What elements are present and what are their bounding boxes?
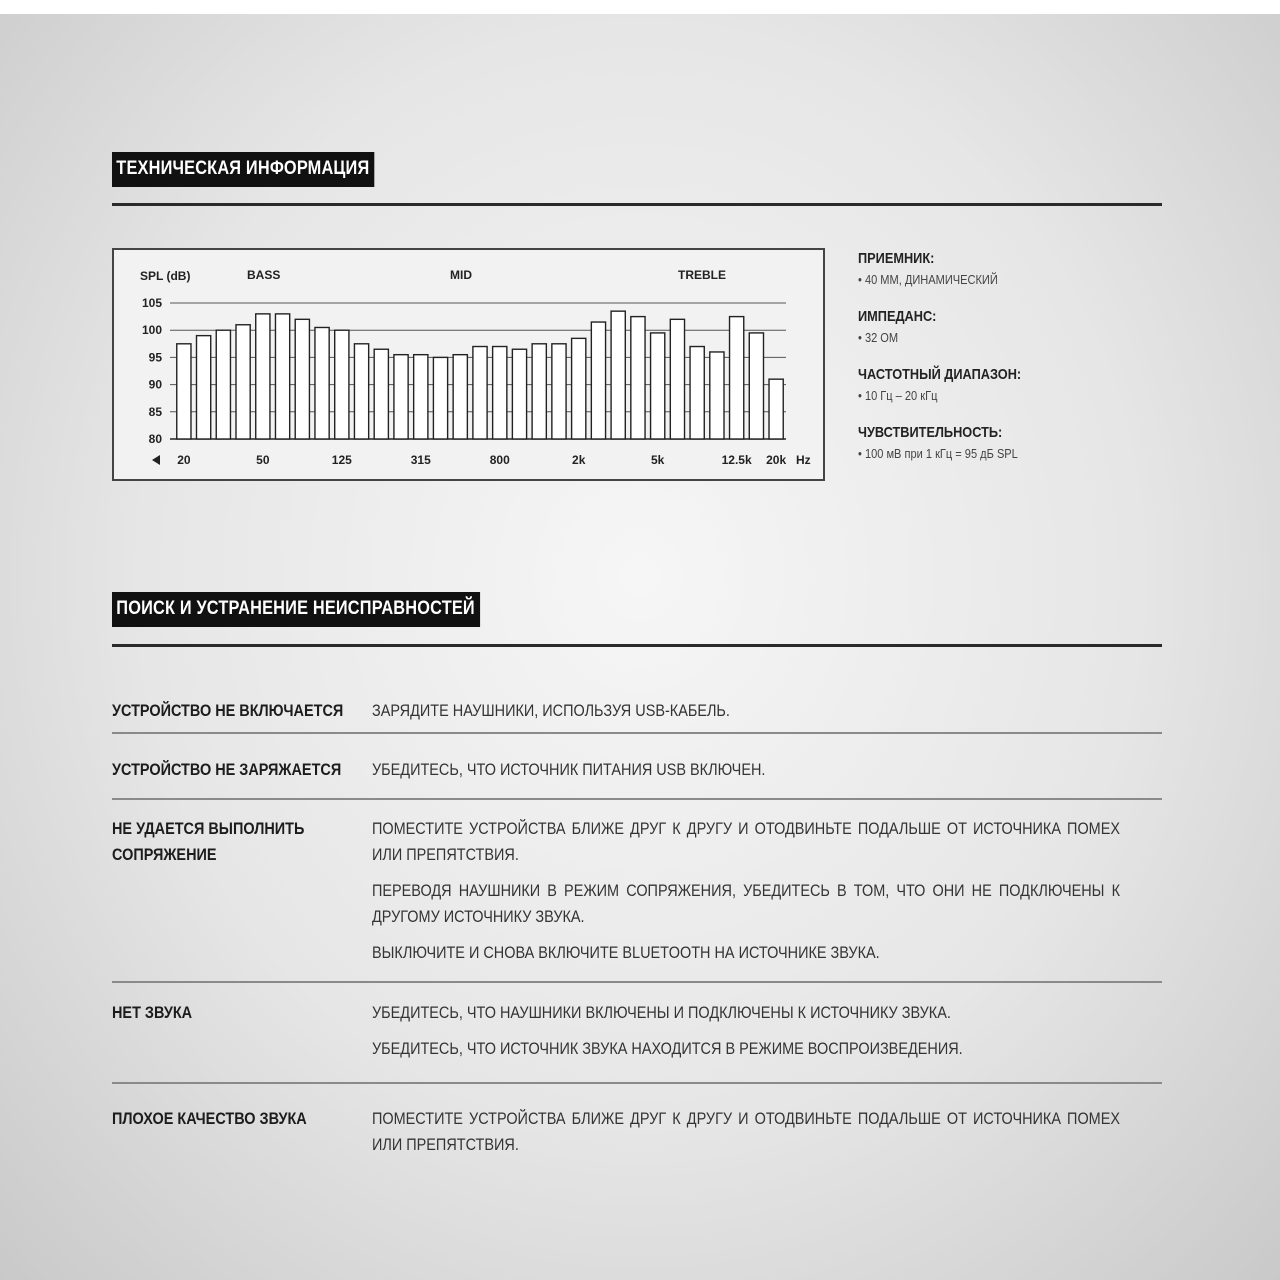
row-divider: [112, 798, 1162, 800]
bar: [295, 319, 309, 439]
bar: [236, 325, 250, 439]
spec-receiver: [858, 250, 1158, 308]
solution-text: ПОМЕСТИТЕ УСТРОЙСТВА БЛИЖЕ ДРУГ К ДРУГУ И ОТОДВИНЬТЕ ПОДАЛЬШЕ ОТ ИСТОЧНИКА ПОМЕХ ИЛИ ПРЕПЯТСТВИЯ.: [372, 1109, 1120, 1154]
bar: [493, 347, 507, 439]
spec-value: • 100 мВ при 1 кГц = 95 дБ SPL: [858, 446, 1018, 461]
top-band: [0, 0, 1280, 14]
bar: [572, 338, 586, 439]
x-tick-label: 2k: [572, 453, 586, 467]
tech-info-rule: [112, 203, 1162, 206]
y-tick-label: 100: [141, 323, 162, 338]
bar: [394, 355, 408, 439]
issue-label: НЕТ ЗВУКА: [112, 1003, 193, 1022]
bar: [769, 379, 783, 439]
band-label: TREBLE: [678, 268, 726, 282]
bar: [216, 330, 230, 439]
solution-text: УБЕДИТЕСЬ, ЧТО ИСТОЧНИК ЗВУКА НАХОДИТСЯ В РЕЖИМЕ ВОСПРОИЗВЕДЕНИЯ.: [372, 1039, 963, 1058]
x-axis-label: Hz: [796, 453, 811, 467]
bar: [611, 311, 625, 439]
x-tick-label: 315: [410, 453, 431, 467]
solution-cell: [372, 698, 1120, 734]
bar: [651, 333, 665, 439]
x-tick-label: 50: [256, 453, 270, 467]
solution-cell: [372, 816, 1120, 976]
speaker-arrow-icon: [152, 455, 160, 465]
spec-label: ПРИЕМНИК:: [858, 250, 935, 267]
issue-label: НЕ УДАЕТСЯ ВЫПОЛНИТЬ СОПРЯЖЕНИЕ: [112, 819, 305, 864]
band-label: BASS: [247, 268, 281, 282]
solution-text: УБЕДИТЕСЬ, ЧТО НАУШНИКИ ВКЛЮЧЕНЫ И ПОДКЛЮЧЕНЫ К ИСТОЧНИКУ ЗВУКА.: [372, 1003, 951, 1022]
issue-label: УСТРОЙСТВО НЕ ЗАРЯЖАЕТСЯ: [112, 760, 342, 779]
y-tick-label: 105: [141, 296, 162, 310]
solution-cell: [372, 757, 1120, 793]
row-divider: [112, 1082, 1162, 1084]
x-tick-label: 800: [489, 453, 510, 467]
bar: [177, 344, 191, 439]
solution-cell: [372, 1000, 1120, 1072]
troubleshooting-heading: ПОИСК И УСТРАНЕНИЕ НЕИСПРАВНОСТЕЙ: [112, 592, 480, 627]
spec-label: ИМПЕДАНС:: [858, 308, 937, 325]
bar: [591, 322, 605, 439]
bar: [670, 319, 684, 439]
x-tick-label: 20k: [766, 453, 787, 467]
spec-sensitivity: [858, 424, 1158, 482]
tech-info-heading: ТЕХНИЧЕСКАЯ ИНФОРМАЦИЯ: [112, 152, 375, 187]
spec-value: • 10 Гц – 20 кГц: [858, 388, 938, 403]
row-divider: [112, 732, 1162, 734]
solution-text: ЗАРЯДИТЕ НАУШНИКИ, ИСПОЛЬЗУЯ USB-КАБЕЛЬ.: [372, 701, 730, 720]
spec-value: • 32 ОМ: [858, 330, 899, 345]
x-tick-label: 125: [331, 453, 352, 467]
specs-list: [858, 250, 1158, 482]
y-tick-label: 90: [148, 377, 162, 392]
bar: [473, 347, 487, 439]
bar: [690, 347, 704, 439]
bar: [354, 344, 368, 439]
y-tick-label: 80: [148, 432, 162, 446]
spec-frequency-range: [858, 366, 1158, 424]
bar: [256, 314, 270, 439]
bar: [453, 355, 467, 439]
bar: [512, 349, 526, 439]
solution-text: ПОМЕСТИТЕ УСТРОЙСТВА БЛИЖЕ ДРУГ К ДРУГУ И ОТОДВИНЬТЕ ПОДАЛЬШЕ ОТ ИСТОЧНИКА ПОМЕХ ИЛИ ПРЕПЯТСТВИЯ.: [372, 819, 1120, 864]
x-tick-label: 5k: [650, 453, 665, 467]
frequency-response-svg: [114, 250, 823, 479]
x-tick-label: 20: [177, 453, 191, 467]
issue-label: УСТРОЙСТВО НЕ ВКЛЮЧАЕТСЯ: [112, 701, 344, 720]
bar: [532, 344, 546, 439]
issue-label: ПЛОХОЕ КАЧЕСТВО ЗВУКА: [112, 1109, 307, 1128]
solution-text: ПЕРЕВОДЯ НАУШНИКИ В РЕЖИМ СОПРЯЖЕНИЯ, УБЕДИТЕСЬ В ТОМ, ЧТО ОНИ НЕ ПОДКЛЮЧЕНЫ К ДРУГОМУ ИСТОЧНИКУ ЗВУКА.: [372, 881, 1120, 926]
bar: [414, 355, 428, 439]
bar: [749, 333, 763, 439]
band-label: MID: [450, 268, 472, 282]
bar: [552, 344, 566, 439]
y-tick-label: 85: [148, 404, 162, 419]
y-tick-label: 95: [148, 350, 162, 365]
bar: [433, 357, 447, 439]
troubleshooting-rule: [112, 644, 1162, 647]
bar: [197, 336, 211, 439]
spec-value: • 40 ММ, ДИНАМИЧЕСКИЙ: [858, 272, 998, 287]
bar: [275, 314, 289, 439]
solution-text: УБЕДИТЕСЬ, ЧТО ИСТОЧНИК ПИТАНИЯ USB ВКЛЮЧЕН.: [372, 760, 766, 779]
bar: [374, 349, 388, 439]
bar: [335, 330, 349, 439]
solution-text: ВЫКЛЮЧИТЕ И СНОВА ВКЛЮЧИТЕ BLUETOOTH НА ИСТОЧНИКЕ ЗВУКА.: [372, 943, 880, 962]
y-axis-label: SPL (dB): [140, 269, 191, 283]
solution-cell: [372, 1106, 1120, 1168]
spec-label: ЧАСТОТНЫЙ ДИАПАЗОН:: [858, 366, 1022, 383]
bar: [730, 317, 744, 439]
frequency-response-chart: [112, 248, 825, 481]
spec-impedance: [858, 308, 1158, 366]
bar: [710, 352, 724, 439]
x-tick-label: 12.5k: [721, 453, 752, 467]
bar: [631, 317, 645, 439]
spec-label: ЧУВСТВИТЕЛЬНОСТЬ:: [858, 424, 1003, 441]
bar: [315, 327, 329, 439]
row-divider: [112, 981, 1162, 983]
